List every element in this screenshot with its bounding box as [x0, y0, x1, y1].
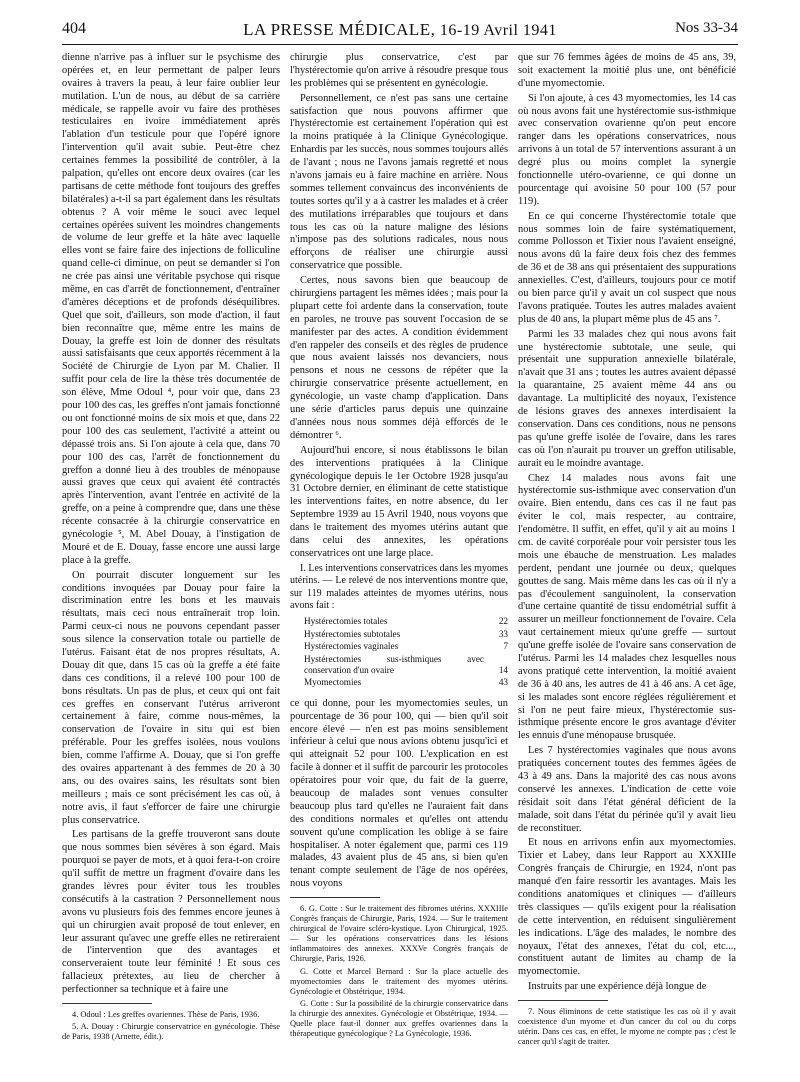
column-1 [62, 52, 280, 1044]
paragraph: Si l'on ajoute, à ces 43 myomectomies, les 14 cas où nous avons fait une hystérectomie sus-isthmique avec conservation ovarienne qu'on peut encore ranger dans les opérations conservatrices, nous arrivons à un total de 57 interventions assurant à un degré plus ou moins complet la synergie fonctionnelle utéro-ovarienne, ce qui donne un pourcentage qui avoisine 50 pour 100 (57 pour 119). [518, 92, 736, 207]
table-cell-label: Hystérectomies vaginales [304, 641, 399, 652]
column-3 [518, 52, 736, 1049]
table-cell-value: 14 [498, 664, 508, 675]
paragraph: Parmi les 33 malades chez qui nous avons fait une hystérectomie subtotale, une seule, qui présentait une suppuration annexielle bilatérale, n'avait que 31 ans ; toutes les autres avaient dépassé la quarantaine, 25 avaient même 44 ans ou davantage. La multiplicité des noyaux, l'existence de lésions graves des annexes interdisaient la conservation. Dans ces conditions, nous ne pensons pas qu'une greffe isolée de l'ovaire, dans les rares cas où l'on n'aurait pu trouver un greffon utilisable, aurait eu le moindre avantage. [518, 328, 736, 469]
paragraph: Et nous en arrivons enfin aux myomectomies. Tixier et Labey, dans leur Rapport au XXXIIIe Congrès français de Chirurgie, en 1924, n'ont pas manqué d'en faire ressortir les avantages. Mais les conditions anatomiques et cliniques — d'ailleurs très classiques — qu'ils exigent pour la réalisation de cette intervention, en réduisent singulièrement les indications. L'âge des malades, le nombre des noyaux, l'état des annexes, l'état du col, etc..., constituent autant de limites au champ de la myomectomie. [518, 837, 736, 978]
paragraph: On pourrait discuter longuement sur les conditions invoquées par Douay pour faire la discrimination entre les bons et les mauvais résultats, mais ceci nous entraînerait trop loin. Parmi ceux-ci nous ne pouvons cependant passer sous silence la conservation totale ou partielle de l'utérus. Faisant état de nos propres résultats, A. Douay dit que, dans 15 cas où la greffe a été faite dans ces conditions, il a relevé 100 pour 100 de bons résultats. Un pas de plus, et ceux qui ont fait ces greffes en conservant l'utérus arriveront certainement à faire, comme nous-mêmes, la conservation de l'ovaire in situ qui est bien préférable. Pour les greffes isolées, nous voulons bien, comme l'affirme A. Douay, que si l'on greffe des ovaires appartenant à des femmes de 20 à 30 ans, ou des ovaires sains, les résultats sont bien meilleurs ; mais ce sont précisément les cas où, à notre avis, il faut s'efforcer de faire une chirurgie plus conservatrice. [62, 569, 280, 826]
footnote-separator [518, 1000, 608, 1001]
paragraph: Chez 14 malades nous avons fait une hystérectomie sus-isthmique avec conservation d'un ovaire. Bien entendu, dans ces cas il ne faut pas éviter le col, mais respecter, au contraire, l'endomètre. Il suffit, en effet, qu'il y ait au moins 1 cm. de cavité corporéale pour voir persister tous les mois une ébauche de menstruation. Les malades perdent, pendant une journée ou deux, quelques gouttes de sang. Mais même dans les cas où il n'y a pas d'écoulement sanguinolent, la conservation d'une certaine quantité de tissu endométrial suffit à assurer un meilleur fonctionnement de l'ovaire. Cela vaut certainement mieux qu'une greffe — surtout qu'une greffe isolée de l'ovaire sans conservation de l'utérus. Parmi les 14 malades chez lesquelles nous avons pratiqué cette intervention, la moitié avaient de 36 à 40 ans, les autres de 41 à 46 ans. A cet âge, si les malades sont encore réglées régulièrement et si l'on ne peut faire mieux, l'hystérectomie sus-isthmique présente encore le gros avantage d'éviter les ennuis d'une ménopause brusquée. [518, 472, 736, 742]
table-cell-value: 22 [498, 616, 508, 627]
page-header [62, 18, 738, 44]
issue-date: 16-19 Avril 1941 [439, 22, 557, 39]
footnote-separator [290, 897, 380, 898]
footnote-separator [62, 1003, 152, 1004]
paragraph: Les 7 hystérectomies vaginales que nous avons pratiquées concernent toutes des femmes âgées de 43 à 49 ans. Dans la majorité des cas nous avons conservé les annexes. L'indication de cette voie résidait soit dans l'état général déficient de la malade, soit dans l'état du périnée qu'il y avait lieu de reconstituer. [518, 745, 736, 834]
paragraph: Aujourd'hui encore, si nous établissons le bilan des interventions pratiquées à la Clinique gynécologique depuis le 1er Octobre 1928 jusqu'au 31 Octobre dernier, en éliminant de cette statistique les interventions faites, en notre absence, du 1er Septembre 1939 au 15 Avril 1940, nous voyons que dans le traitement des myomes utérins autant que dans celui des annexites, les opérations conservatrices ont une large place. [290, 444, 508, 559]
paragraph: Certes, nous savons bien que beaucoup de chirurgiens partagent les mêmes idées ; mais pour la plupart cette foi ardente dans la conservation, toute en paroles, ne trouve pas souvent l'occasion de se manifester par des actes. A condition évidemment d'en rappeler des conseils et des règles de prudence que nous avaient laissés nos devanciers, nous pensons et nous ne cessons de répéter que la chirurgie conservatrice présente actuellement, en gynécologie, un vaste champ d'application. Dans une série d'articles parus depuis une quinzaine d'années nous nous sommes déjà efforcés de le démontrer ⁶. [290, 275, 508, 441]
issue-number: Nos 33-34 [675, 20, 738, 36]
table-cell-label: Myomectomies [304, 677, 362, 688]
journal-name: LA PRESSE MÉDICALE, [243, 20, 436, 39]
table-cell-label: Hystérectomies sus-isthmiques avec conservation d'un ovaire [304, 653, 484, 675]
table-row [290, 677, 508, 689]
footnote: G. Cotte : Sur la possibilité de la chirurgie conservatrice dans la chirurgie des annexites. Gynécologie et Obstétrique, 1934. — Quelle place faut-il donner aux greffes ovariennes dans la thérapeutique gynécologique ? La Gynécologie, 1936. [290, 998, 508, 1039]
footnote: 5. A. Douay : Chirurgie conservatrice en gynécologie. Thèse de Paris, 1938 (Arnette, édit.). [62, 1022, 280, 1042]
footnote: 7. Nous éliminons de cette statistique les cas où il y avait coexistence d'un myome et d'un cancer du col ou du corps utérin. Dans ces cas, en effet, le myome ne compte pas ; c'est le cancer qu'il s'agit de traiter. [518, 1007, 736, 1047]
interventions-table [290, 616, 508, 689]
table-cell-value: 43 [498, 677, 508, 688]
table-row [290, 654, 508, 678]
table-row [290, 616, 508, 628]
table-cell-value: 7 [503, 641, 508, 652]
paragraph: Instruits par une expérience déjà longue de [528, 981, 707, 993]
paragraph: chirurgie plus conservatrice, c'est par l'hystérectomie qu'on arrive à résoudre presque tous les problèmes qui se présentent en gynécologie. [290, 52, 508, 89]
paragraph: ce qui donne, pour les myomectomies seules, un pourcentage de 36 pour 100, qui — bien qu'il soit encore élevé — n'en est pas moins sensiblement inférieur à celui que nous avions obtenu jusqu'ici et qui atteignait 52 pour 100. L'explication en est facile à donner et il suffit de parcourir les protocoles opératoires pour voir que, du fait de la guerre, beaucoup de malades sont venues consulter beaucoup plus tard qu'elles ne l'auraient fait dans des conditions normales et qu'elles ont attendu souvent qu'une complication les oblige à se faire hospitaliser. A noter également que, parmi ces 119 malades, 43 avaient plus de 45 ans, si bien qu'en tenant compte seulement de l'âge de nos opérées, nous voyons [290, 697, 508, 890]
header-rule [62, 44, 738, 45]
header-title [62, 20, 738, 40]
footnote: 6. G. Cotte : Sur le traitement des fibromes utérins. XXXIIIe Congrès français de Chirurgie, Paris, 1924. — Sur le traitement chirurgical de l'ovaire scléro-kystique. Lyon Chirurgical, 1925. — Sur les opérations conservatrices dans les lésions inflammatoires des annexes. XXXVe Congrès français de Chirurgie, Paris, 1926. [290, 904, 508, 964]
table-cell-value: 33 [498, 628, 508, 639]
paragraph: En ce qui concerne l'hystérectomie totale que nous sommes loin de faire systématiquement, comme Pollosson et Tixier nous l'avaient enseigné, nous avons dû la faire deux fois chez des femmes de 36 et de 38 ans qui présentaient des suppurations annexielles. C'est, d'ailleurs, toujours pour ce motif ou bien parce qu'il y avait un col suspect que nous l'avons pratiquée. Toutes les autres malades avaient plus de 40 ans, la plupart même plus de 45 ans ⁷. [518, 210, 736, 325]
column-2 [290, 52, 508, 1041]
paragraph: Les partisans de la greffe trouveront sans doute que nous sommes bien sévères à son égard. Mais pourquoi se payer de mots, et à quoi fera-t-on croire qu'il suffit de mettre un fragment d'ovaire dans les grandes lèvres pour éviter tous les troubles consécutifs à la castration ? Personnellement nous avons vu plusieurs fois des femmes encore jeunes à qui un chirurgien avait proposé de tout enlever, en leur assurant qu'avec une greffe elles ne retireraient de l'intervention que des avantages et conserveraient toute leur féminité ! Et sous ces fallacieux prétextes, au lieu de chercher à perfectionner sa technique et à faire une [62, 829, 280, 996]
footnote: 4. Odoul : Les greffes ovariennes. Thèse de Paris, 1936. [72, 1010, 260, 1020]
paragraph: Personnellement, ce n'est pas sans une certaine satisfaction que nous pouvons affirmer que l'hystérectomie est certainement l'opération qui est la moins pratiquée à la Clinique Gynécologique. Enhardis par les succès, nous sommes toujours allés de l'avant ; nous ne l'avons jamais regretté et nous n'avons jamais eu à faire machine en arrière. Nous sommes tellement convaincus des inconvénients de toutes sortes qu'il y a à castrer les malades et à créer des mutilations irréparables que toujours et dans tous les cas où la nature maligne des lésions n'impose pas des solutions radicales, nous nous efforçons de réaliser une chirurgie aussi conservatrice que possible. [290, 92, 508, 272]
paragraph: dienne n'arrive pas à influer sur le psychisme des opérées et, en leur permettant de palper leurs ovaires à travers la peau, à leur faire oublier leur mutilation. L'un de nous, au début de sa carrière médicale, se rappelle avoir vu faire des prothèses testiculaires en ivoire immédiatement après l'ablation d'un testicule pour que l'opéré ignore l'intervention qu'il avait subie. Peut-être chez certaines femmes la possibilité de contrôler, à la palpation, qu'elles ont encore deux ovaires (car les partisans de cette méthode font toujours des greffes bilatérales) a-t-il sa part également dans les résultats obtenus ? A voir même le souci avec lequel certaines opérées suivent les moindres changements de volume de leur greffe et la hâte avec laquelle elles vont se faire faire des injections de folliculine quand celle-ci diminue, on peut se demander si l'on ne crée pas ainsi une véritable psychose qui risque même, en cas d'arrêt de fonctionnement, d'entraîner d'amères déceptions et de profonds déséquilibres. Quel que soit, d'ailleurs, son mode d'action, il faut bien reconnaître que, même entre les mains de Douay, la greffe est loin de donner des résultats aussi satisfaisants que ceux apportés récemment à la Société de Chirurgie de Lyon par M. Chalier. Il suffit pour cela de lire la thèse très documentée de son élève, Mme Odoul ⁴, pour voir que, dans 23 pour 100 des cas, les greffes n'ont jamais fonctionné ou ont fonctionné moins de six mois et que, dans 22 pour 100 des cas seulement, l'activité a atteint ou dépassé trois ans. Si l'on ajoute à cela que, dans 70 pour 100 des cas, l'arrêt de fonctionnement du greffon a donné lieu à des troubles de ménopause aussi graves que ceux qui avaient été contractés après l'intervention, avant l'entrée en activité de la greffe, on a peine à comprendre que, dans une thèse récente consacrée à la chirurgie conservatrice en gynécologie ⁵, M. Abel Douay, à l'instigation de Mouré et de E. Douay, fasse encore une aussi large place à la greffe. [62, 52, 280, 566]
table-row [290, 629, 508, 641]
table-row [290, 641, 508, 653]
table-cell-label: Hystérectomies totales [304, 616, 388, 627]
section-heading: I. Les interventions conservatrices dans les myomes utérins. — Le relevé de nos interventions montre que, sur 119 malades atteintes de myomes utérins, nous avons fait : [290, 562, 508, 611]
paragraph: que sur 76 femmes âgées de moins de 45 ans, 39, soit exactement la moitié plus une, ont bénéficié d'une myomectomie. [518, 52, 736, 89]
page-number: 404 [62, 20, 86, 37]
footnote: G. Cotte et Marcel Bernard : Sur la place actuelle des myomectomies dans le traitement des myomes utérins. Gynécologie et Obstétrique, 1934. [290, 966, 508, 996]
table-cell-label: Hystérectomies subtotales [304, 628, 401, 639]
